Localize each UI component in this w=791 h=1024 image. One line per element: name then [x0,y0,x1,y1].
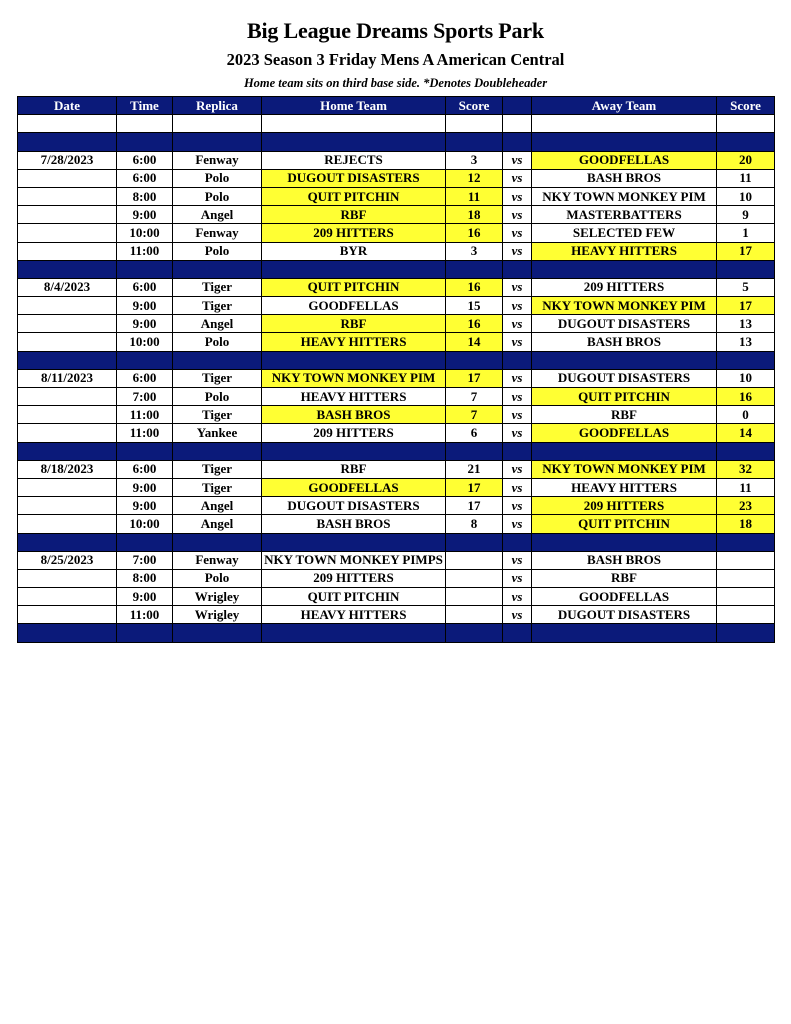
home-team-cell: DUGOUT DISASTERS [262,169,446,187]
game-row [18,569,775,587]
band-cell [717,624,775,642]
home-score-cell [446,551,503,569]
band-cell [18,351,117,369]
home-score-cell: 12 [446,169,503,187]
vs-cell: vs [503,588,532,606]
band-cell [117,351,173,369]
home-score-cell: 6 [446,424,503,442]
band-cell [117,133,173,151]
away-score-cell: 23 [717,497,775,515]
vs-cell: vs [503,151,532,169]
band-cell [173,624,262,642]
band-cell [18,133,117,151]
away-team-cell: DUGOUT DISASTERS [532,606,717,624]
separator-band [18,351,775,369]
time-cell: 6:00 [117,278,173,296]
vs-cell: vs [503,278,532,296]
vs-cell: vs [503,497,532,515]
date-cell [18,606,117,624]
page-subtitle: 2023 Season 3 Friday Mens A American Central [226,50,565,69]
vs-cell: vs [503,388,532,406]
game-row [18,424,775,442]
schedule-note: Home team sits on third base side. *Denotes Doubleheader [243,76,548,90]
home-score-cell: 11 [446,187,503,205]
band-cell [117,260,173,278]
date-cell: 8/4/2023 [18,278,117,296]
game-row [18,606,775,624]
away-team-cell: BASH BROS [532,169,717,187]
band-cell [503,624,532,642]
band-cell [532,624,717,642]
away-team-cell: GOODFELLAS [532,151,717,169]
band-cell [503,533,532,551]
home-team-cell: HEAVY HITTERS [262,333,446,351]
band-cell [717,133,775,151]
game-row [18,315,775,333]
away-score-cell: 9 [717,206,775,224]
home-team-cell: 209 HITTERS [262,424,446,442]
date-cell [18,224,117,242]
col-header-replica: Replica [173,97,262,115]
away-score-cell: 11 [717,478,775,496]
band-cell [173,133,262,151]
away-team-cell: DUGOUT DISASTERS [532,315,717,333]
time-cell: 10:00 [117,515,173,533]
replica-cell: Polo [173,242,262,260]
game-row [18,588,775,606]
home-score-cell: 17 [446,369,503,387]
replica-cell: Tiger [173,478,262,496]
replica-cell: Tiger [173,406,262,424]
date-cell: 8/18/2023 [18,460,117,478]
date-cell [18,333,117,351]
replica-cell: Angel [173,315,262,333]
replica-cell: Polo [173,569,262,587]
game-row [18,333,775,351]
band-cell [503,260,532,278]
away-score-cell: 10 [717,369,775,387]
col-header-home-team: Home Team [262,97,446,115]
band-cell [532,260,717,278]
home-score-cell [446,569,503,587]
time-cell: 10:00 [117,333,173,351]
away-team-cell: BASH BROS [532,551,717,569]
away-score-cell: 17 [717,297,775,315]
home-team-cell: HEAVY HITTERS [262,388,446,406]
game-row [18,460,775,478]
away-team-cell: SELECTED FEW [532,224,717,242]
game-row [18,206,775,224]
replica-cell: Polo [173,187,262,205]
band-cell [532,133,717,151]
vs-cell: vs [503,460,532,478]
band-cell [532,442,717,460]
band-cell [173,351,262,369]
time-cell: 11:00 [117,406,173,424]
home-score-cell: 8 [446,515,503,533]
home-score-cell: 16 [446,278,503,296]
away-team-cell: GOODFELLAS [532,424,717,442]
time-cell: 6:00 [117,460,173,478]
home-team-cell: GOODFELLAS [262,297,446,315]
time-cell: 9:00 [117,206,173,224]
time-cell: 9:00 [117,588,173,606]
away-team-cell: RBF [532,406,717,424]
time-cell: 10:00 [117,224,173,242]
home-score-cell: 7 [446,406,503,424]
away-score-cell: 5 [717,278,775,296]
col-header-time: Time [117,97,173,115]
replica-cell: Polo [173,169,262,187]
band-cell [117,624,173,642]
time-cell: 11:00 [117,606,173,624]
time-cell: 9:00 [117,497,173,515]
away-score-cell: 11 [717,169,775,187]
replica-cell: Angel [173,497,262,515]
band-cell [446,351,503,369]
home-team-cell: 209 HITTERS [262,569,446,587]
vs-cell: vs [503,297,532,315]
band-cell [717,533,775,551]
time-cell: 6:00 [117,369,173,387]
time-cell: 11:00 [117,242,173,260]
home-team-cell: NKY TOWN MONKEY PIMPS [262,551,446,569]
away-team-cell: QUIT PITCHIN [532,388,717,406]
date-cell: 7/28/2023 [18,151,117,169]
vs-cell: vs [503,242,532,260]
game-row [18,551,775,569]
time-cell: 8:00 [117,569,173,587]
replica-cell: Tiger [173,460,262,478]
vs-cell: vs [503,224,532,242]
vs-cell: vs [503,478,532,496]
date-cell: 8/25/2023 [18,551,117,569]
vs-cell: vs [503,169,532,187]
band-cell [503,133,532,151]
separator-band [18,133,775,151]
band-cell [446,442,503,460]
game-row [18,515,775,533]
blank-cell [503,115,532,133]
blank-cell [532,115,717,133]
replica-cell: Wrigley [173,588,262,606]
blank-cell [717,115,775,133]
vs-cell: vs [503,406,532,424]
home-score-cell [446,588,503,606]
away-team-cell: NKY TOWN MONKEY PIM [532,297,717,315]
band-cell [18,442,117,460]
home-team-cell: GOODFELLAS [262,478,446,496]
away-score-cell [717,569,775,587]
game-row [18,278,775,296]
away-team-cell: MASTERBATTERS [532,206,717,224]
replica-cell: Angel [173,515,262,533]
time-cell: 6:00 [117,169,173,187]
away-score-cell: 10 [717,187,775,205]
band-cell [532,533,717,551]
replica-cell: Polo [173,388,262,406]
home-team-cell: DUGOUT DISASTERS [262,497,446,515]
band-cell [117,533,173,551]
band-cell [262,260,446,278]
home-team-cell: BASH BROS [262,515,446,533]
page-title: Big League Dreams Sports Park [247,18,544,43]
date-cell [18,406,117,424]
band-cell [262,442,446,460]
home-team-cell: BYR [262,242,446,260]
time-cell: 9:00 [117,478,173,496]
away-score-cell: 32 [717,460,775,478]
home-score-cell: 21 [446,460,503,478]
away-team-cell: BASH BROS [532,333,717,351]
separator-band [18,533,775,551]
vs-cell: vs [503,315,532,333]
col-header-date: Date [18,97,117,115]
away-team-cell: GOODFELLAS [532,588,717,606]
home-score-cell: 16 [446,224,503,242]
band-cell [717,260,775,278]
blank-cell [262,115,446,133]
band-cell [173,442,262,460]
header-row [18,97,775,115]
replica-cell: Yankee [173,424,262,442]
vs-cell: vs [503,569,532,587]
vs-cell: vs [503,206,532,224]
band-cell [117,442,173,460]
game-row [18,369,775,387]
band-cell [173,533,262,551]
band-cell [18,533,117,551]
vs-cell: vs [503,515,532,533]
home-score-cell: 3 [446,242,503,260]
band-cell [446,533,503,551]
band-cell [18,260,117,278]
home-score-cell: 7 [446,388,503,406]
date-cell [18,187,117,205]
away-score-cell [717,606,775,624]
home-score-cell: 16 [446,315,503,333]
col-header-home-score: Score [446,97,503,115]
band-cell [262,351,446,369]
home-score-cell: 14 [446,333,503,351]
replica-cell: Tiger [173,369,262,387]
blank-cell [117,115,173,133]
separator-band [18,624,775,642]
game-row [18,242,775,260]
time-cell: 11:00 [117,424,173,442]
date-cell [18,206,117,224]
date-cell [18,569,117,587]
band-cell [446,133,503,151]
away-score-cell: 0 [717,406,775,424]
game-row [18,297,775,315]
home-team-cell: QUIT PITCHIN [262,588,446,606]
away-score-cell [717,551,775,569]
date-cell [18,315,117,333]
separator-band [18,442,775,460]
away-team-cell: HEAVY HITTERS [532,242,717,260]
home-score-cell: 3 [446,151,503,169]
date-cell [18,497,117,515]
time-cell: 6:00 [117,151,173,169]
away-team-cell: DUGOUT DISASTERS [532,369,717,387]
vs-cell: vs [503,424,532,442]
band-cell [18,624,117,642]
band-cell [262,624,446,642]
band-cell [503,351,532,369]
home-team-cell: QUIT PITCHIN [262,278,446,296]
blank-cell [18,115,117,133]
schedule-body [18,115,775,642]
date-cell: 8/11/2023 [18,369,117,387]
blank-cell [446,115,503,133]
replica-cell: Wrigley [173,606,262,624]
away-score-cell: 13 [717,333,775,351]
band-cell [503,442,532,460]
band-cell [446,624,503,642]
vs-cell: vs [503,369,532,387]
schedule-table [17,96,775,643]
home-team-cell: RBF [262,315,446,333]
vs-cell: vs [503,333,532,351]
band-cell [262,533,446,551]
away-team-cell: NKY TOWN MONKEY PIM [532,187,717,205]
home-team-cell: 209 HITTERS [262,224,446,242]
date-cell [18,169,117,187]
home-team-cell: HEAVY HITTERS [262,606,446,624]
home-score-cell: 17 [446,478,503,496]
replica-cell: Fenway [173,224,262,242]
separator-band [18,260,775,278]
replica-cell: Fenway [173,551,262,569]
away-team-cell: HEAVY HITTERS [532,478,717,496]
away-team-cell: NKY TOWN MONKEY PIM [532,460,717,478]
date-cell [18,478,117,496]
date-cell [18,515,117,533]
band-cell [717,351,775,369]
vs-cell: vs [503,606,532,624]
game-row [18,169,775,187]
band-cell [173,260,262,278]
home-team-cell: REJECTS [262,151,446,169]
time-cell: 7:00 [117,388,173,406]
home-score-cell [446,606,503,624]
time-cell: 9:00 [117,297,173,315]
vs-cell: vs [503,551,532,569]
date-cell [18,388,117,406]
away-score-cell: 13 [717,315,775,333]
replica-cell: Angel [173,206,262,224]
away-score-cell: 20 [717,151,775,169]
col-header-vs [503,97,532,115]
game-row [18,151,775,169]
blank-cell [173,115,262,133]
date-cell [18,424,117,442]
blank-row [18,115,775,133]
band-cell [532,351,717,369]
vs-cell: vs [503,187,532,205]
band-cell [262,133,446,151]
away-team-cell: 209 HITTERS [532,278,717,296]
game-row [18,478,775,496]
game-row [18,388,775,406]
time-cell: 8:00 [117,187,173,205]
away-score-cell: 1 [717,224,775,242]
game-row [18,224,775,242]
away-score-cell: 14 [717,424,775,442]
replica-cell: Polo [173,333,262,351]
away-team-cell: RBF [532,569,717,587]
time-cell: 9:00 [117,315,173,333]
away-score-cell: 17 [717,242,775,260]
home-team-cell: QUIT PITCHIN [262,187,446,205]
away-score-cell [717,588,775,606]
home-score-cell: 18 [446,206,503,224]
game-row [18,406,775,424]
col-header-away-score: Score [717,97,775,115]
time-cell: 7:00 [117,551,173,569]
home-team-cell: NKY TOWN MONKEY PIM [262,369,446,387]
home-score-cell: 15 [446,297,503,315]
game-row [18,187,775,205]
col-header-away-team: Away Team [532,97,717,115]
band-cell [446,260,503,278]
band-cell [717,442,775,460]
date-cell [18,242,117,260]
away-team-cell: 209 HITTERS [532,497,717,515]
away-score-cell: 18 [717,515,775,533]
game-row [18,497,775,515]
home-score-cell: 17 [446,497,503,515]
home-team-cell: BASH BROS [262,406,446,424]
replica-cell: Fenway [173,151,262,169]
home-team-cell: RBF [262,206,446,224]
away-team-cell: QUIT PITCHIN [532,515,717,533]
date-cell [18,588,117,606]
away-score-cell: 16 [717,388,775,406]
date-cell [18,297,117,315]
replica-cell: Tiger [173,278,262,296]
replica-cell: Tiger [173,297,262,315]
home-team-cell: RBF [262,460,446,478]
